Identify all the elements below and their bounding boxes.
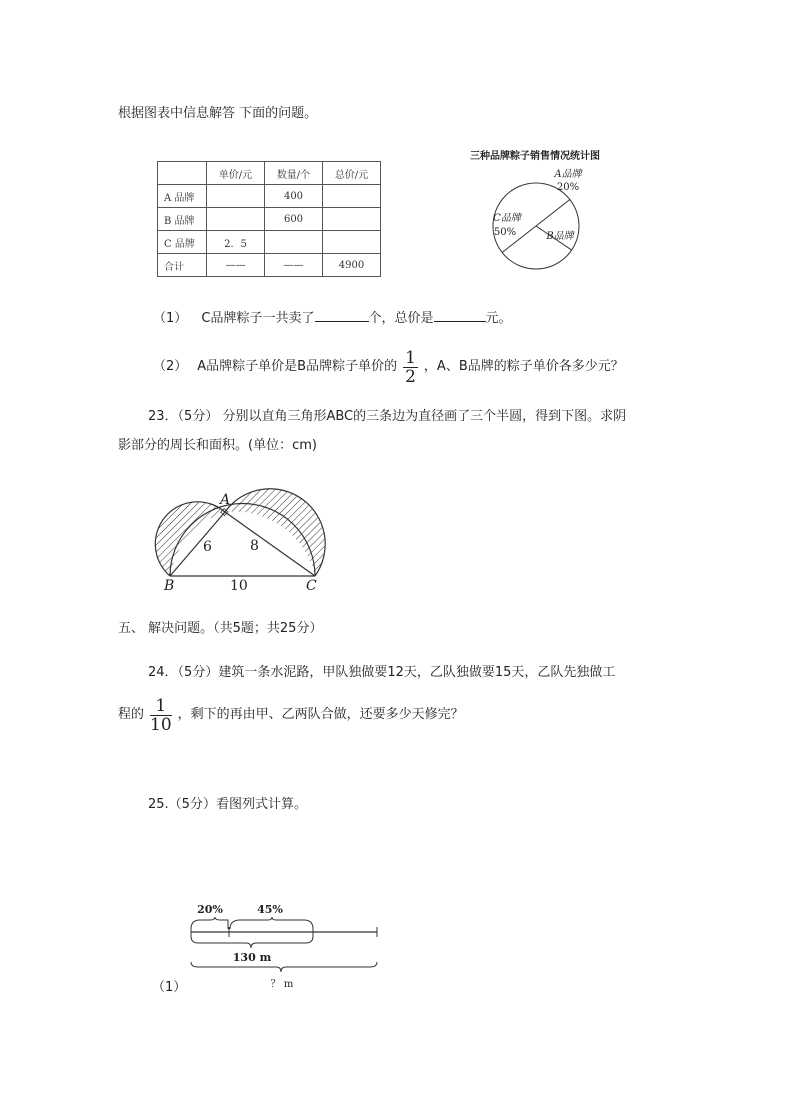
fraction-numerator: 1 (150, 697, 172, 716)
table-cell: A 品牌 (158, 185, 207, 208)
length-label-ac: 8 (250, 538, 259, 554)
segment-label-20pct: 20% (197, 903, 223, 916)
question-24-text-a: 程的 (118, 707, 145, 722)
table-header-cell (158, 162, 207, 185)
table-cell: 400 (265, 185, 323, 208)
table-cell (323, 208, 381, 231)
table-row (158, 185, 381, 208)
vertex-label-a: A (220, 492, 231, 508)
brace-total (191, 962, 377, 972)
question-23-line-2: 影部分的周长和面积。(单位：cm) (118, 438, 317, 453)
pie-label-c: C品牌 (493, 213, 521, 224)
question-2-text-b: ，A、B品牌的粽子单价各多少元？ (423, 359, 624, 374)
question-1-text-b: 个，总价是 (368, 311, 434, 326)
pie-value-c: 50% (493, 227, 517, 238)
table-cell: 合计 (158, 254, 207, 277)
table-cell: B 品牌 (158, 208, 207, 231)
question-2-text-a: A品牌粽子单价是B品牌粽子单价的 (197, 359, 398, 374)
table-cell: —— (265, 254, 323, 277)
vertex-label-c: C (306, 578, 317, 594)
table-row (158, 231, 381, 254)
answer-blank-quantity[interactable] (315, 307, 369, 322)
shaded-lune-right (225, 489, 325, 576)
fraction-one-half (403, 349, 418, 386)
table-cell: —— (207, 254, 265, 277)
question-25-sub-1: （1） (152, 980, 187, 995)
pie-label-b: B品牌 (546, 231, 574, 242)
table-header-row (158, 162, 381, 185)
brace-20pct (191, 917, 228, 929)
table-cell (265, 231, 323, 254)
brace-130m (191, 936, 313, 948)
table-cell: C 品牌 (158, 231, 207, 254)
answer-blank-total[interactable] (434, 307, 486, 322)
table-cell (323, 185, 381, 208)
fraction-denominator: 2 (405, 366, 416, 387)
segment-label-130m: 130 m (232, 951, 272, 964)
section-heading-5: 五、 解决问题。（共5题；共25分） (118, 621, 323, 636)
data-table-wrap (157, 161, 381, 277)
pie-label-a: A品牌 (554, 169, 582, 180)
length-label-bc: 10 (230, 578, 248, 594)
pie-slice-boundary-a-b (536, 200, 570, 226)
table-cell: 2．5 (207, 231, 265, 254)
segment-label-45pct: 45% (257, 903, 283, 916)
question-2-number: （2） (153, 359, 188, 374)
semicircle-figure (150, 480, 340, 595)
vertex-label-b: B (164, 578, 175, 594)
fraction-numerator: 1 (405, 347, 416, 368)
intro-text: 根据图表中信息解答 下面的问题。 (118, 106, 318, 121)
pie-chart (450, 142, 620, 272)
table-header-cell: 单价/元 (207, 162, 265, 185)
brace-45pct (230, 917, 313, 929)
table-header-cell: 数量/个 (265, 162, 323, 185)
question-1-text-c: 元。 (485, 311, 512, 326)
price-table (157, 161, 381, 277)
table-row (158, 208, 381, 231)
table-cell: 4900 (323, 254, 381, 277)
question-1 (153, 307, 512, 328)
question-24-text-b: ，剩下的再由甲、乙两队合做，还要多少天修完？ (177, 707, 464, 722)
question-1-number: （1） (153, 311, 188, 326)
fraction-denominator: 10 (150, 714, 172, 735)
table-cell (207, 185, 265, 208)
question-24-line-1: 24．（5分）建筑一条水泥路，甲队独做要12天，乙队独做要15天，乙队先独做工 (148, 665, 616, 680)
table-row (158, 254, 381, 277)
fraction-one-tenth (150, 697, 172, 734)
segment-label-unknown: ？ m (270, 979, 294, 990)
table-cell (323, 231, 381, 254)
shaded-lune-left (155, 502, 225, 576)
pie-value-a: 20% (556, 182, 580, 193)
question-1-text-a: C品牌粽子一共卖了 (201, 311, 315, 326)
segment-diagram (180, 895, 390, 995)
length-label-ab: 6 (203, 539, 212, 555)
pie-title: 三种品牌粽子销售情况统计图 (470, 151, 600, 162)
table-header-cell: 总价/元 (323, 162, 381, 185)
table-cell: 600 (265, 208, 323, 231)
question-25: 25.（5分）看图列式计算。 (148, 797, 307, 812)
table-cell (207, 208, 265, 231)
question-2 (153, 347, 624, 387)
question-24-line-2 (118, 693, 464, 737)
question-23-line-1: 23．（5分） 分别以直角三角形ABC的三条边为直径画了三个半圆，得到下图。求阴 (148, 409, 627, 424)
